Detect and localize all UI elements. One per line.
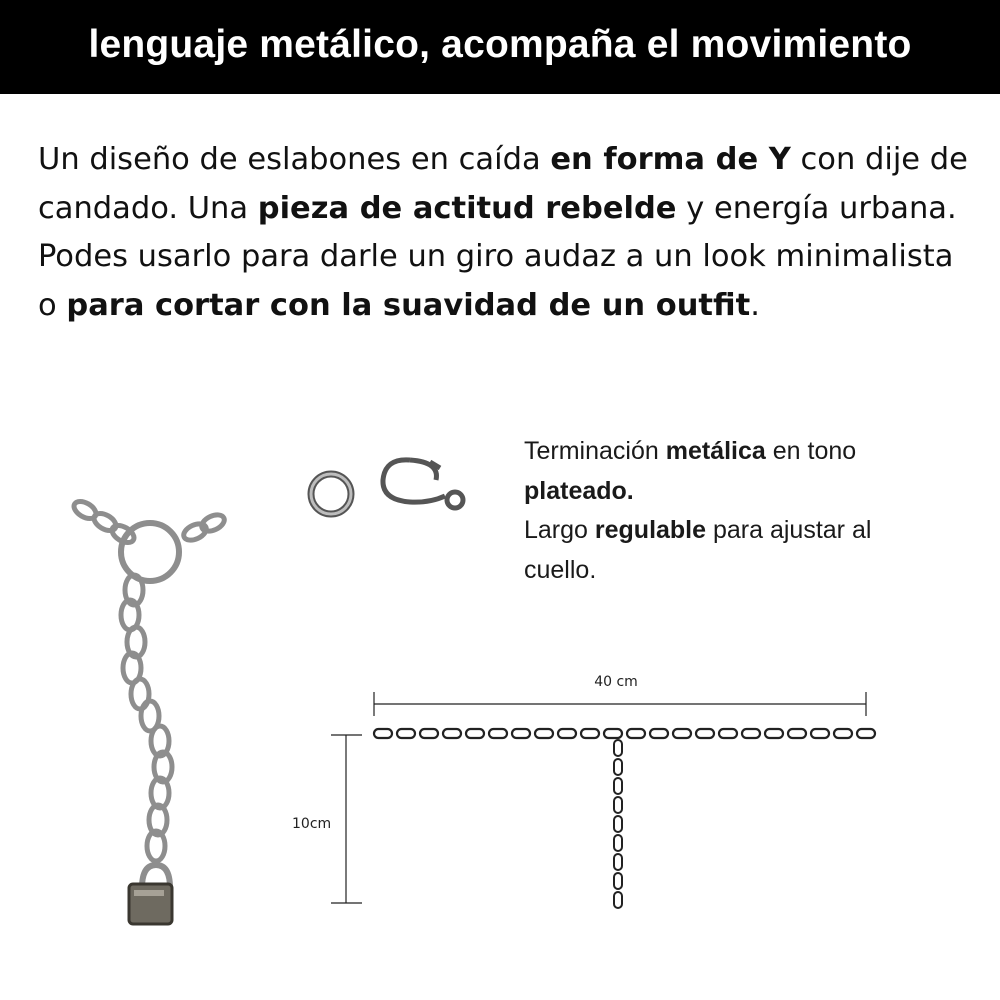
chain-link (614, 854, 622, 870)
chain-photo (71, 498, 227, 888)
chain-link (627, 729, 645, 738)
chain-link (466, 729, 484, 738)
width-label: 40 cm (594, 674, 638, 690)
page-title: lenguaje metálico, acompaña el movimiento (88, 23, 912, 66)
chain-link (650, 729, 668, 738)
chain-link (614, 797, 622, 813)
chain-link (765, 729, 783, 738)
chain-link (696, 729, 714, 738)
measurement-diagram (292, 674, 875, 908)
chain-link (489, 729, 507, 738)
chain-link (614, 759, 622, 775)
chain-link (443, 729, 461, 738)
chain-link (719, 729, 737, 738)
chain-link (614, 892, 622, 908)
chain-link (614, 778, 622, 794)
chain-link (857, 729, 875, 738)
chain-link (811, 729, 829, 738)
spec-length: Largo regulable para ajustar al cuello. (524, 516, 872, 584)
chain-link (614, 816, 622, 832)
lobster-clasp-icon (383, 460, 463, 508)
chain-link (742, 729, 760, 738)
spec-finish: Terminación metálica en tono plateado. (524, 437, 857, 505)
jump-ring-icon (311, 474, 351, 514)
chain-link (581, 729, 599, 738)
chain-link (397, 729, 415, 738)
chain-link (614, 740, 622, 756)
description-paragraph-2: Podes usarlo para darle un giro audaz a un look minimalista o para cortar con la suavidad de un outfit. (38, 239, 954, 323)
chain-link (673, 729, 691, 738)
chain-link (535, 729, 553, 738)
chain-link (374, 729, 392, 738)
height-label: 10cm (292, 816, 332, 832)
chain-link (604, 729, 622, 738)
chain-link (834, 729, 852, 738)
chain-link (614, 873, 622, 889)
chain-link (558, 729, 576, 738)
horizontal-chain (374, 729, 875, 738)
chain-link (614, 835, 622, 851)
chain-link (420, 729, 438, 738)
padlock-charm-icon (129, 884, 172, 924)
chain-link (788, 729, 806, 738)
chain-link (512, 729, 530, 738)
description-paragraph-1: Un diseño de eslabones en caída en forma de Y con dije de candado. Una pieza de actitud rebelde y energía urbana. (38, 142, 968, 226)
vertical-chain (614, 740, 622, 908)
